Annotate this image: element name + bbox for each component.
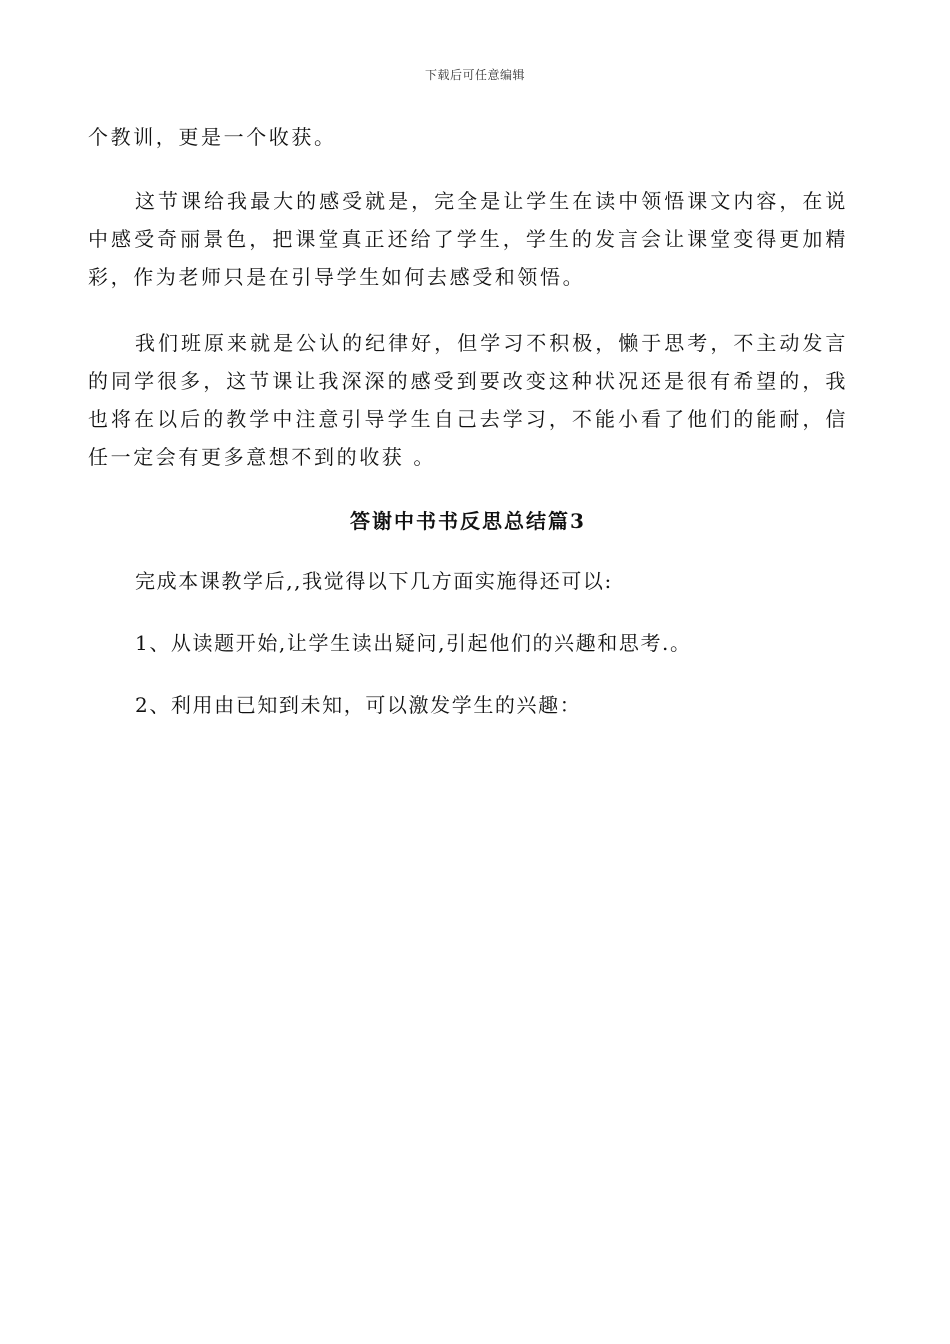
header-note: 下载后可任意编辑 [424,68,525,82]
paragraph-continuation: 个教训，更是一个收获。 [88,125,337,149]
list-item-2: 2、利用由已知到未知，可以激发学生的兴趣： [135,693,582,717]
paragraph-class-discipline: 我们班原来就是公认的纪律好，但学习不积极，懒于思考，不主动发言的同学很多，这节课让我深深的感受到要改变这种状况还是很有希望的，我也将在以后的教学中注意引导学生自己去学习，不能小看了他们的能耐，信任一定会有更多意想不到的收获 。 [88,331,848,469]
paragraph-reflection-feeling: 这节课给我最大的感受就是，完全是让学生在读中领悟课文内容，在说中感受奇丽景色，把课堂真正还给了学生，学生的发言会让课堂变得更加精彩，作为老师只是在引导学生如何去感受和领悟。 [88,189,848,289]
section-heading: 答谢中书书反思总结篇3 [350,509,586,533]
document-body [88,118,848,750]
list-item-1: 1、从读题开始,让学生读出疑问,引起他们的兴趣和思考.。 [135,631,692,655]
paragraph-intro: 完成本课教学后,,我觉得以下几方面实施得还可以: [135,569,613,593]
